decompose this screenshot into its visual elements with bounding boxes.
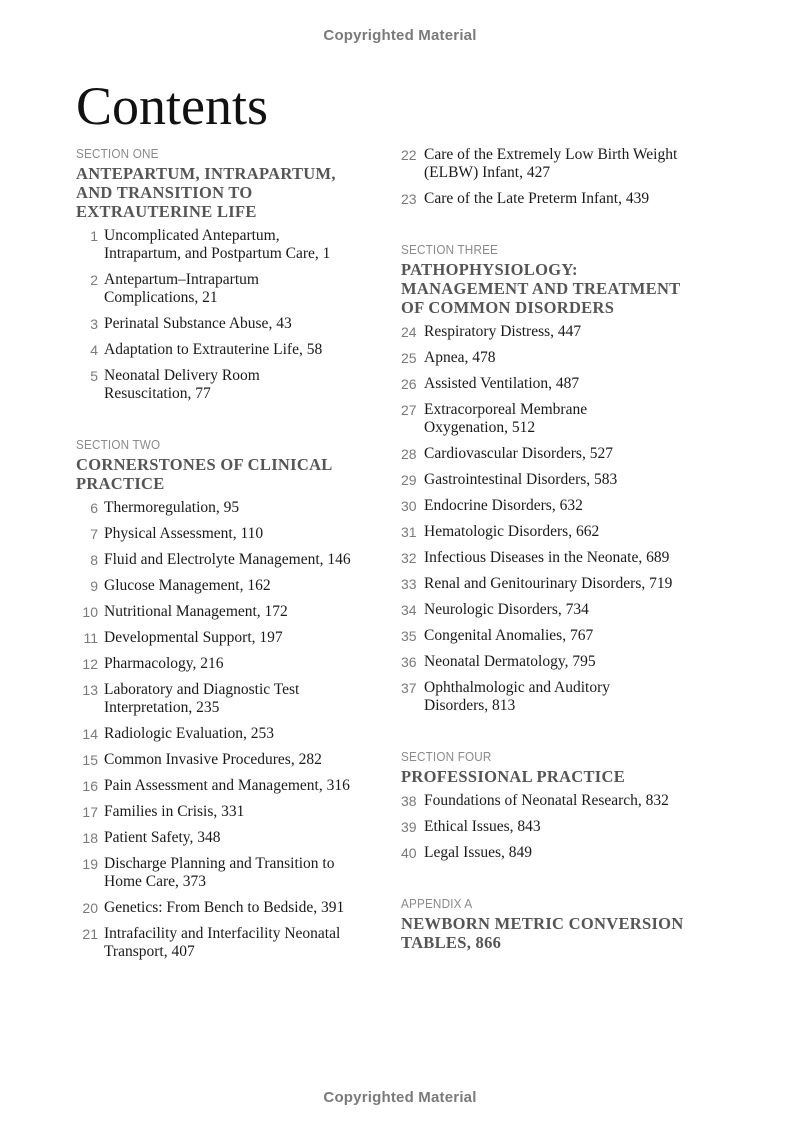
chapter-list (401, 323, 731, 715)
chapter-entry[interactable] (401, 523, 731, 541)
chapter-entry[interactable] (401, 375, 731, 393)
toc-section (76, 437, 406, 961)
chapter-title-line: Genetics: From Bench to Bedside, 391 (104, 899, 345, 916)
chapter-number: 29 (401, 472, 417, 488)
chapter-number: 24 (401, 324, 417, 340)
toc-section (401, 749, 731, 862)
chapter-title (104, 829, 406, 847)
chapter-number: 11 (83, 630, 98, 646)
chapter-title-line: Disorders, 813 (424, 697, 516, 714)
chapter-number: 37 (401, 680, 417, 696)
chapter-number: 32 (401, 550, 417, 566)
chapter-number: 5 (90, 368, 98, 384)
toc-section (401, 896, 731, 952)
chapter-number: 20 (82, 900, 98, 916)
chapter-entry[interactable] (401, 844, 731, 862)
chapter-number: 28 (401, 446, 417, 462)
section-title-line: NEWBORN METRIC CONVERSION (401, 914, 684, 933)
chapter-title (104, 367, 406, 403)
chapter-number: 7 (90, 526, 98, 542)
section-title-line: PROFESSIONAL PRACTICE (401, 767, 626, 786)
chapter-title (104, 227, 406, 263)
chapter-title-line: Cardiovascular Disorders, 527 (424, 445, 613, 462)
section-title-line: MANAGEMENT AND TREATMENT (401, 279, 681, 298)
chapter-entry[interactable] (401, 679, 731, 715)
chapter-title-line: Assisted Ventilation, 487 (424, 375, 580, 392)
chapter-entry[interactable] (401, 792, 731, 810)
chapter-title (104, 681, 406, 717)
chapter-title-line: Foundations of Neonatal Research, 832 (424, 792, 669, 809)
chapter-entry[interactable] (76, 655, 406, 673)
toc-section (401, 146, 731, 208)
chapter-number: 25 (401, 350, 417, 366)
chapter-title-line: Developmental Support, 197 (104, 629, 283, 646)
chapter-title-line: Laboratory and Diagnostic Test (104, 681, 300, 698)
chapter-title (104, 525, 406, 543)
chapter-entry[interactable] (401, 818, 731, 836)
chapter-number: 40 (401, 845, 417, 861)
chapter-number: 4 (90, 342, 98, 358)
chapter-entry[interactable] (401, 146, 731, 182)
chapter-number: 2 (90, 272, 98, 288)
chapter-title (424, 792, 731, 810)
chapter-title-line: Infectious Diseases in the Neonate, 689 (424, 549, 670, 566)
chapter-entry[interactable] (401, 601, 731, 619)
chapter-list (76, 227, 406, 403)
section-spacer (76, 411, 406, 437)
chapter-title-line: Endocrine Disorders, 632 (424, 497, 583, 514)
chapter-title (424, 549, 731, 567)
chapter-title-line: Ophthalmologic and Auditory (424, 679, 610, 696)
chapter-title (424, 497, 731, 515)
section-title-line: CORNERSTONES OF CLINICAL (76, 455, 333, 474)
chapter-entry[interactable] (76, 551, 406, 569)
toc-right-column (401, 146, 731, 952)
section-title-line: ANTEPARTUM, INTRAPARTUM, (76, 164, 336, 183)
chapter-entry[interactable] (401, 401, 731, 437)
chapter-entry[interactable] (76, 227, 406, 263)
chapter-number: 3 (90, 316, 98, 332)
chapter-title-line: Thermoregulation, 95 (104, 499, 240, 516)
chapter-title (104, 925, 406, 961)
chapter-title (104, 315, 406, 333)
chapter-entry[interactable] (401, 445, 731, 463)
section-title-line: AND TRANSITION TO (76, 183, 253, 202)
chapter-number: 8 (90, 552, 98, 568)
chapter-title-line: Pain Assessment and Management, 316 (104, 777, 350, 794)
chapter-number: 22 (401, 147, 417, 163)
chapter-number: 36 (401, 654, 417, 670)
section-title-line: TABLES, 866 (401, 933, 502, 952)
chapter-title (424, 323, 731, 341)
section-title-line: PATHOPHYSIOLOGY: (401, 260, 578, 279)
chapter-entry[interactable] (76, 577, 406, 595)
section-spacer (401, 870, 731, 896)
chapter-number: 13 (82, 682, 98, 698)
chapter-title (104, 725, 406, 743)
chapter-title-line: Oxygenation, 512 (424, 419, 536, 436)
chapter-title (104, 499, 406, 517)
chapter-title-line: Fluid and Electrolyte Management, 146 (104, 551, 351, 568)
chapter-title (424, 146, 731, 182)
chapter-title-line: Complications, 21 (104, 289, 218, 306)
chapter-entry[interactable] (401, 653, 731, 671)
copyright-watermark-bottom: Copyrighted Material (323, 1089, 477, 1106)
chapter-title (104, 271, 406, 307)
chapter-title-line: Neonatal Delivery Room (104, 367, 260, 384)
chapter-entry[interactable] (76, 925, 406, 961)
section-label: SECTION TWO (76, 437, 161, 452)
chapter-number: 34 (401, 602, 417, 618)
chapter-entry[interactable] (76, 629, 406, 647)
chapter-title-line: Renal and Genitourinary Disorders, 719 (424, 575, 673, 592)
copyright-watermark-top: Copyrighted Material (323, 27, 477, 44)
chapter-entry[interactable] (401, 497, 731, 515)
toc-section (76, 146, 406, 403)
chapter-number: 38 (401, 793, 417, 809)
chapter-title-line: Adaptation to Extrauterine Life, 58 (104, 341, 323, 358)
chapter-entry[interactable] (401, 575, 731, 593)
chapter-title-line: Legal Issues, 849 (424, 844, 533, 861)
chapter-entry[interactable] (76, 499, 406, 517)
chapter-number: 33 (401, 576, 417, 592)
chapter-title-line: Transport, 407 (104, 943, 195, 960)
chapter-number: 30 (401, 498, 417, 514)
chapter-entry[interactable] (76, 271, 406, 307)
chapter-list (401, 792, 731, 862)
chapter-number: 39 (401, 819, 417, 835)
chapter-title (424, 471, 731, 489)
chapter-entry[interactable] (76, 855, 406, 891)
chapter-title-line: Physical Assessment, 110 (104, 525, 264, 542)
chapter-entry[interactable] (76, 525, 406, 543)
chapter-title-line: Resuscitation, 77 (104, 385, 211, 402)
toc-section (401, 242, 731, 715)
chapter-title-line: Pharmacology, 216 (104, 655, 224, 672)
section-label: SECTION FOUR (401, 749, 492, 764)
section-title (401, 767, 731, 786)
chapter-title-line: Uncomplicated Antepartum, (104, 227, 280, 244)
chapter-title-line: (ELBW) Infant, 427 (424, 164, 551, 181)
chapter-entry[interactable] (401, 349, 731, 367)
chapter-entry[interactable] (76, 751, 406, 769)
chapter-title (424, 679, 731, 715)
chapter-number: 14 (82, 726, 98, 742)
chapter-title-line: Extracorporeal Membrane (424, 401, 588, 418)
page-title: Contents (76, 76, 269, 136)
chapter-title-line: Gastrointestinal Disorders, 583 (424, 471, 618, 488)
chapter-number: 31 (401, 524, 417, 540)
chapter-number: 6 (90, 500, 98, 516)
chapter-title (424, 818, 731, 836)
chapter-title (104, 629, 406, 647)
chapter-list (401, 146, 731, 208)
chapter-title-line: Interpretation, 235 (104, 699, 220, 716)
section-label: APPENDIX A (401, 896, 473, 911)
chapter-number: 1 (90, 228, 98, 244)
chapter-list (76, 499, 406, 961)
chapter-title-line: Neurologic Disorders, 734 (424, 601, 589, 618)
chapter-entry[interactable] (401, 549, 731, 567)
section-spacer (401, 723, 731, 749)
chapter-title (424, 575, 731, 593)
chapter-number: 26 (401, 376, 417, 392)
chapter-title-line: Apnea, 478 (424, 349, 496, 366)
chapter-number: 17 (82, 804, 98, 820)
chapter-title (424, 627, 731, 645)
chapter-entry[interactable] (76, 367, 406, 403)
chapter-title (104, 899, 406, 917)
chapter-number: 18 (82, 830, 98, 846)
chapter-title-line: Care of the Extremely Low Birth Weight (424, 146, 678, 163)
chapter-entry[interactable] (401, 323, 731, 341)
chapter-title (424, 349, 731, 367)
chapter-title (424, 401, 731, 437)
chapter-title-line: Glucose Management, 162 (104, 577, 271, 594)
chapter-title (424, 445, 731, 463)
chapter-title (104, 551, 406, 569)
chapter-title-line: Patient Safety, 348 (104, 829, 221, 846)
chapter-number: 27 (401, 402, 417, 418)
chapter-title (424, 190, 731, 208)
chapter-title (424, 653, 731, 671)
chapter-title (424, 601, 731, 619)
chapter-title-line: Hematologic Disorders, 662 (424, 523, 600, 540)
chapter-title-line: Home Care, 373 (104, 873, 207, 890)
section-spacer (401, 216, 731, 242)
chapter-title-line: Nutritional Management, 172 (104, 603, 288, 620)
chapter-title (104, 603, 406, 621)
chapter-number: 16 (82, 778, 98, 794)
section-title-line: PRACTICE (76, 474, 165, 493)
section-title-line: EXTRAUTERINE LIFE (76, 202, 257, 221)
chapter-number: 21 (82, 926, 98, 942)
chapter-title-line: Discharge Planning and Transition to (104, 855, 335, 872)
chapter-number: 19 (82, 856, 98, 872)
chapter-entry[interactable] (76, 777, 406, 795)
chapter-title (104, 577, 406, 595)
chapter-number: 15 (82, 752, 98, 768)
chapter-entry[interactable] (401, 471, 731, 489)
chapter-title (104, 777, 406, 795)
chapter-title (424, 523, 731, 541)
chapter-title-line: Families in Crisis, 331 (104, 803, 245, 820)
chapter-title-line: Antepartum–Intrapartum (104, 271, 259, 288)
chapter-number: 35 (401, 628, 417, 644)
chapter-entry[interactable] (76, 803, 406, 821)
chapter-title-line: Neonatal Dermatology, 795 (424, 653, 596, 670)
section-title (76, 455, 406, 493)
toc-left-column (76, 146, 406, 969)
chapter-entry[interactable] (401, 190, 731, 208)
chapter-title-line: Perinatal Substance Abuse, 43 (104, 315, 292, 332)
chapter-title (104, 341, 406, 359)
chapter-number: 10 (82, 604, 98, 620)
chapter-title (104, 855, 406, 891)
chapter-title-line: Intrapartum, and Postpartum Care, 1 (104, 245, 331, 262)
chapter-entry[interactable] (76, 725, 406, 743)
chapter-number: 12 (82, 656, 98, 672)
chapter-title-line: Congenital Anomalies, 767 (424, 627, 594, 644)
chapter-title (104, 655, 406, 673)
chapter-title-line: Intrafacility and Interfacility Neonatal (104, 925, 341, 942)
chapter-entry[interactable] (76, 341, 406, 359)
chapter-number: 9 (90, 578, 98, 594)
section-title (76, 164, 406, 221)
chapter-entry[interactable] (76, 829, 406, 847)
chapter-title-line: Ethical Issues, 843 (424, 818, 541, 835)
chapter-entry[interactable] (76, 603, 406, 621)
chapter-title-line: Respiratory Distress, 447 (424, 323, 582, 340)
chapter-title (104, 751, 406, 769)
chapter-title-line: Care of the Late Preterm Infant, 439 (424, 190, 650, 207)
chapter-title (424, 844, 731, 862)
chapter-entry[interactable] (76, 899, 406, 917)
section-title (401, 260, 731, 317)
section-title[interactable] (401, 914, 731, 952)
chapter-title (104, 803, 406, 821)
section-label: SECTION ONE (76, 146, 159, 161)
chapter-title (424, 375, 731, 393)
chapter-entry[interactable] (401, 627, 731, 645)
chapter-entry[interactable] (76, 681, 406, 717)
chapter-entry[interactable] (76, 315, 406, 333)
chapter-number: 23 (401, 191, 417, 207)
section-title-line: OF COMMON DISORDERS (401, 298, 615, 317)
section-label: SECTION THREE (401, 242, 499, 257)
chapter-title-line: Radiologic Evaluation, 253 (104, 725, 275, 742)
chapter-title-line: Common Invasive Procedures, 282 (104, 751, 322, 768)
